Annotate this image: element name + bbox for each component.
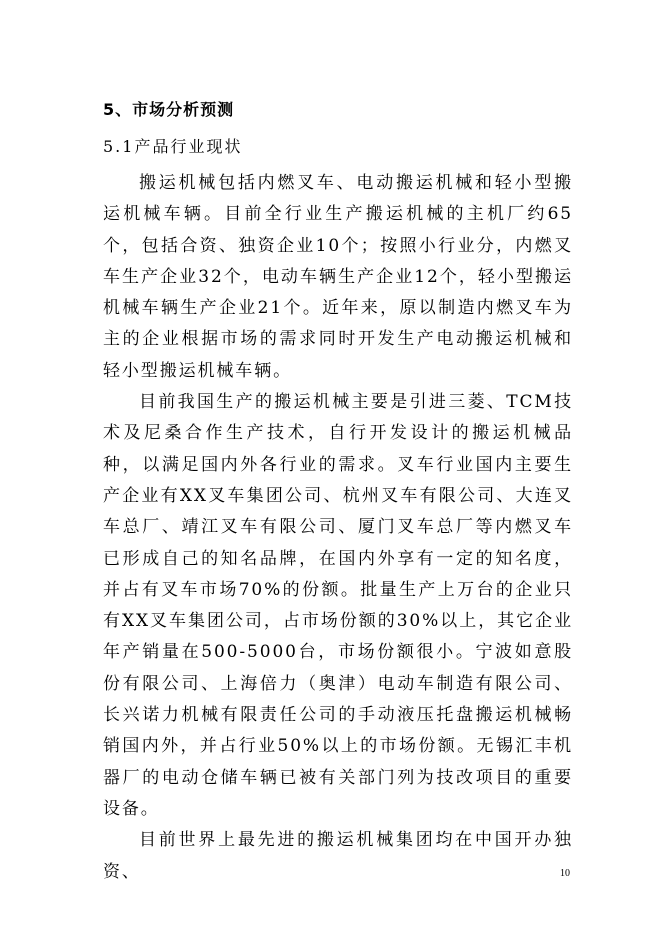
paragraph-1: 搬运机械包括内燃叉车、电动搬运机械和轻小型搬运机械车辆。目前全行业生产搬运机械的主机厂约65个，包括合资、独资企业10个；按照小行业分，内燃叉车生产企业32个，电动车辆生产企业12个，轻小型搬运机械车辆生产企业21个。近年来，原以制造内燃叉车为主的企业根据市场的需求同时开发生产电动搬运机械和轻小型搬运机械车辆。 bbox=[103, 173, 573, 381]
paragraph-2: 目前我国生产的搬运机械主要是引进三菱、TCM技术及尼桑合作生产技术，自行开发设计的搬运机械品种，以满足国内外各行业的需求。叉车行业国内主要生产企业有XX叉车集团公司、杭州叉车有限公司、大连叉车总厂、靖江叉车有限公司、厦门叉车总厂等内燃叉车已形成自己的知名品牌，在国内外享有一定的知名度，并占有叉车市场70%的份额。批量生产上万台的企业只有XX叉车集团公司，占市场份额的30%以上，其它企业年产销量在500-5000台，市场份额很小。宁波如意股份有限公司、上海倍力（奥津）电动车制造有限公司、长兴诺力机械有限责任公司的手动液压托盘搬运机械畅销国内外，并占行业50%以上的市场份额。无锡汇丰机器厂的电动仓储车辆已被有关部门列为技改项目的重要设备。 bbox=[103, 392, 573, 819]
paragraph-3: 目前世界上最先进的搬运机械集团均在中国开办独资、 bbox=[103, 830, 573, 882]
subsection-heading: 5.1产品行业现状 bbox=[103, 137, 243, 156]
page-number: 10 bbox=[560, 868, 570, 879]
section-heading: 5、市场分析预测 bbox=[103, 100, 235, 119]
body-text bbox=[103, 168, 573, 888]
